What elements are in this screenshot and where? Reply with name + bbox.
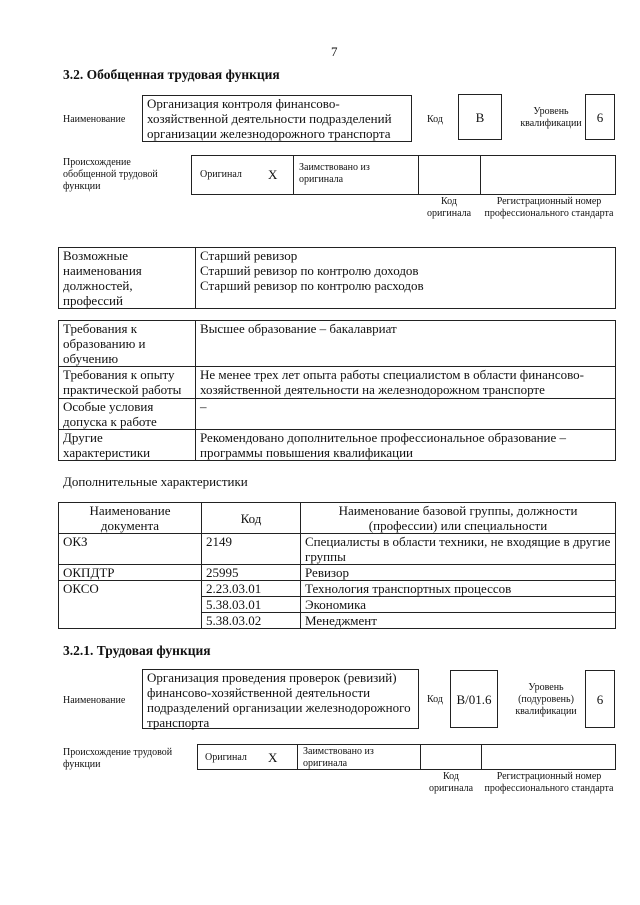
origin-label: Происхождение обобщенной трудовой функции: [63, 157, 158, 192]
req-label: Другие характеристики: [59, 430, 196, 461]
reg-number-caption: Регистрационный номер профессионального стандарта: [484, 196, 614, 219]
code-value: B: [475, 110, 485, 125]
borrowed-label: Заимствовано из оригинала: [299, 162, 370, 185]
level-value: 6: [596, 110, 604, 125]
requirements-table: [58, 320, 616, 461]
reg-number-caption: Регистрационный номер профессионального стандарта: [484, 771, 614, 794]
row-code: 5.38.03.01: [202, 597, 301, 613]
col-name-header: Наименование базовой группы, должности (профессии) или специальности: [301, 503, 616, 534]
positions-table: [58, 247, 616, 309]
row-code: 2.23.03.01: [202, 581, 301, 597]
positions-label: Возможные наименования должностей, профессий: [59, 248, 196, 309]
row-code: 2149: [202, 534, 301, 565]
row-name: Ревизор: [301, 565, 616, 581]
position-item: Старший ревизор: [200, 248, 298, 263]
row-doc: ОКСО: [59, 581, 202, 629]
code-label: Код: [427, 114, 443, 125]
row-doc: ОКЗ: [59, 534, 202, 565]
origin-label: Происхождение трудовой функции: [63, 747, 173, 770]
original-label: Оригинал: [200, 169, 242, 180]
row-name: Специалисты в области техники, не входящие в другие группы: [301, 534, 616, 565]
function-name-value: Организация проведения проверок (ревизий) финансово-хозяйственной деятельности подразделений организации железнодорожного транспорта: [147, 670, 411, 730]
original-label: Оригинал: [205, 752, 247, 763]
position-item: Старший ревизор по контролю доходов: [200, 263, 419, 278]
col-doc-header: Наименование документа: [59, 503, 202, 534]
col-code-header: Код: [202, 503, 301, 534]
original-mark: X: [268, 167, 278, 182]
orig-code-caption: Код оригинала: [428, 771, 474, 794]
req-value: Рекомендовано дополнительное профессиональное образование – программы повышения квалификации: [196, 430, 616, 461]
function-name-value: Организация контроля финансово-хозяйственной деятельности подразделений организации железнодорожного транспорта: [147, 96, 392, 141]
subsection-heading: 3.2.1. Трудовая функция: [63, 643, 211, 658]
orig-code-caption: Код оригинала: [426, 196, 472, 219]
req-value: Высшее образование – бакалавриат: [196, 321, 616, 367]
section-heading: 3.2. Обобщенная трудовая функция: [63, 67, 280, 82]
name-label: Наименование: [63, 695, 126, 706]
borrowed-label: Заимствовано из оригинала: [303, 746, 374, 769]
row-code: 5.38.03.02: [202, 613, 301, 629]
level-label: Уровень квалификации: [520, 106, 582, 129]
level-value: 6: [596, 692, 604, 707]
row-name: Экономика: [301, 597, 616, 613]
row-name: Технология транспортных процессов: [301, 581, 616, 597]
req-value: Не менее трех лет опыта работы специалистом в области финансово-хозяйственной деятельности на железнодорожном транспорте: [196, 367, 616, 399]
additional-heading: Дополнительные характеристики: [63, 474, 248, 489]
row-name: Менеджмент: [301, 613, 616, 629]
row-code: 25995: [202, 565, 301, 581]
code-value: B/01.6: [456, 692, 492, 707]
req-label: Требования к образованию и обучению: [59, 321, 196, 367]
row-doc: ОКПДТР: [59, 565, 202, 581]
original-mark: X: [268, 750, 278, 765]
req-label: Требования к опыту практической работы: [59, 367, 196, 399]
page-number: 7: [331, 44, 338, 59]
req-label: Особые условия допуска к работе: [59, 399, 196, 430]
level-label: Уровень (подуровень) квалификации: [515, 682, 577, 717]
code-label: Код: [427, 694, 443, 705]
additional-table: [58, 502, 616, 629]
name-label: Наименование: [63, 114, 126, 125]
position-item: Старший ревизор по контролю расходов: [200, 278, 424, 293]
req-value: –: [196, 399, 616, 430]
